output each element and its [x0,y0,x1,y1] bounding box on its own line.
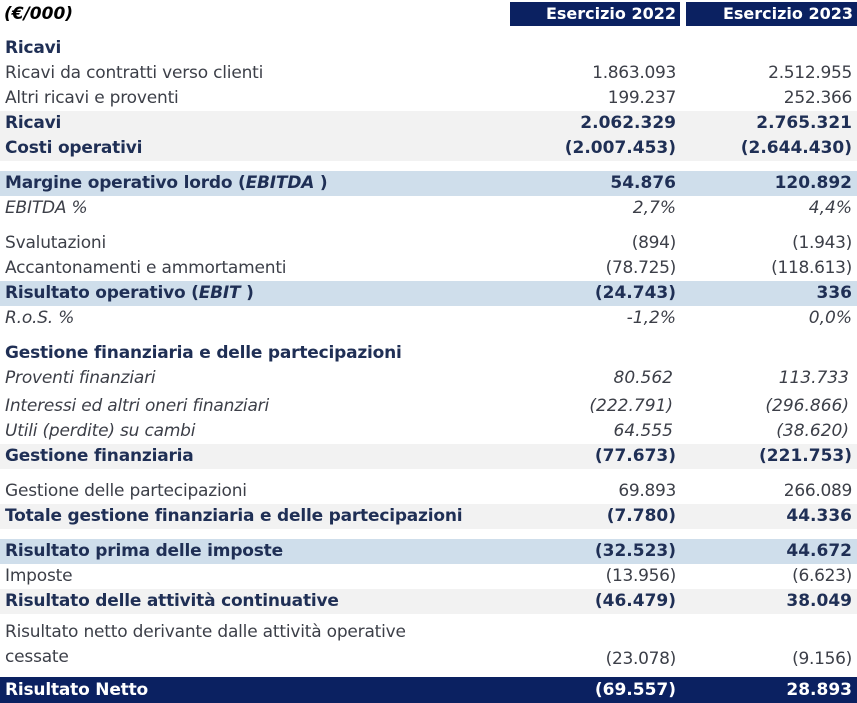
value-2022: 2,7% [632,198,676,218]
column-header-2023: Esercizio 2023 [686,2,857,26]
unit-label: (€/000) [4,4,74,24]
value-2022: (894) [631,233,676,253]
value-2022: (13.956) [605,566,676,586]
row-label: Utili (perdite) su cambi [5,421,196,441]
subtotal-row [0,136,857,161]
value-2022: (32.523) [594,541,676,561]
label-part: ) [314,173,328,193]
value-2023: 336 [816,283,852,303]
value-2023: (221.753) [759,446,852,466]
row-label: Altri ricavi e proventi [5,88,179,108]
table-row-discontinued [0,620,857,672]
value-2022: 54.876 [610,173,676,193]
row-label: Risultato delle attività continuative [5,591,339,611]
value-2022: (222.791) [589,396,673,416]
row-label [5,281,254,306]
row-label: Ricavi [5,113,62,133]
row-label: Gestione finanziaria [5,446,194,466]
row-label: Svalutazioni [5,233,106,253]
value-2023: 252.366 [783,88,852,108]
value-2022: 64.555 [613,421,673,441]
value-2023: (6.623) [792,566,852,586]
table-row [0,61,857,86]
row-label-line1: Risultato netto derivante dalle attività operative [5,622,406,642]
value-2022: (2.007.453) [564,138,676,158]
value-2023: (2.644.430) [740,138,852,158]
row-label: Gestione delle partecipazioni [5,481,247,501]
value-2022: (23.078) [605,649,676,669]
row-label-line2: cessate [5,647,69,667]
value-2023: 44.672 [786,541,852,561]
value-2023: 28.893 [786,680,852,700]
value-2022: (69.557) [594,680,676,700]
value-2022: (24.743) [594,283,676,303]
value-2023: 44.336 [786,506,852,526]
table-row [0,86,857,111]
table-row [0,419,857,444]
table-row [0,564,857,589]
row-label: Risultato Netto [5,680,148,700]
percentage-row [0,306,857,331]
label-emphasis: EBITDA [245,173,315,193]
row-label: Totale gestione finanziaria e delle partecipazioni [5,506,463,526]
value-2023: 4,4% [808,198,852,218]
value-2022: 2.062.329 [580,113,676,133]
table-row [0,394,857,419]
value-2022: 80.562 [613,368,673,388]
table-row [0,256,857,281]
value-2023: (9.156) [792,649,852,669]
value-2023: (118.613) [771,258,852,278]
value-2023: (1.943) [792,233,852,253]
value-2022: (77.673) [594,446,676,466]
row-label [5,171,327,196]
highlight-row-ebitda [0,171,857,196]
value-2022: -1,2% [626,308,676,328]
row-label: Risultato prima delle imposte [5,541,283,561]
value-2022: (46.479) [594,591,676,611]
table-row [0,366,857,391]
row-label: Ricavi [5,38,62,58]
row-label: Gestione finanziaria e delle partecipazioni [5,343,402,363]
value-2022: 199.237 [607,88,676,108]
value-2023: (296.866) [765,396,849,416]
value-2023: 0,0% [808,308,852,328]
row-label: EBITDA % [5,198,88,218]
subtotal-row [0,589,857,614]
row-label: Proventi finanziari [5,368,156,388]
section-heading-finanziaria [0,341,857,366]
value-2023: 2.512.955 [768,63,852,83]
label-part: Risultato operativo ( [5,283,199,303]
label-part: ) [240,283,254,303]
value-2022: 69.893 [618,481,676,501]
subtotal-row [0,444,857,469]
row-label: Imposte [5,566,73,586]
highlight-row-ebit [0,281,857,306]
highlight-row-pretax [0,539,857,564]
value-2023: 38.049 [786,591,852,611]
value-2022: 1.863.093 [592,63,676,83]
value-2022: (7.780) [606,506,676,526]
value-2023: 120.892 [774,173,852,193]
net-result-row [0,677,857,703]
row-label: R.o.S. % [5,308,75,328]
label-part: Margine operativo lordo ( [5,173,246,193]
label-emphasis: EBIT [198,283,241,303]
section-heading-ricavi [0,36,857,61]
value-2023: 266.089 [783,481,852,501]
table-row [0,479,857,504]
row-label [5,620,406,670]
subtotal-row [0,111,857,136]
column-header-2022: Esercizio 2022 [510,2,680,26]
row-label: Ricavi da contratti verso clienti [5,63,264,83]
value-2023: 2.765.321 [756,113,852,133]
value-2022: (78.725) [605,258,676,278]
value-2023: 113.733 [778,368,849,388]
value-2023: (38.620) [776,421,849,441]
row-label: Accantonamenti e ammortamenti [5,258,287,278]
percentage-row [0,196,857,221]
row-label: Interessi ed altri oneri finanziari [5,396,269,416]
subtotal-row [0,504,857,529]
table-row [0,231,857,256]
row-label: Costi operativi [5,138,143,158]
